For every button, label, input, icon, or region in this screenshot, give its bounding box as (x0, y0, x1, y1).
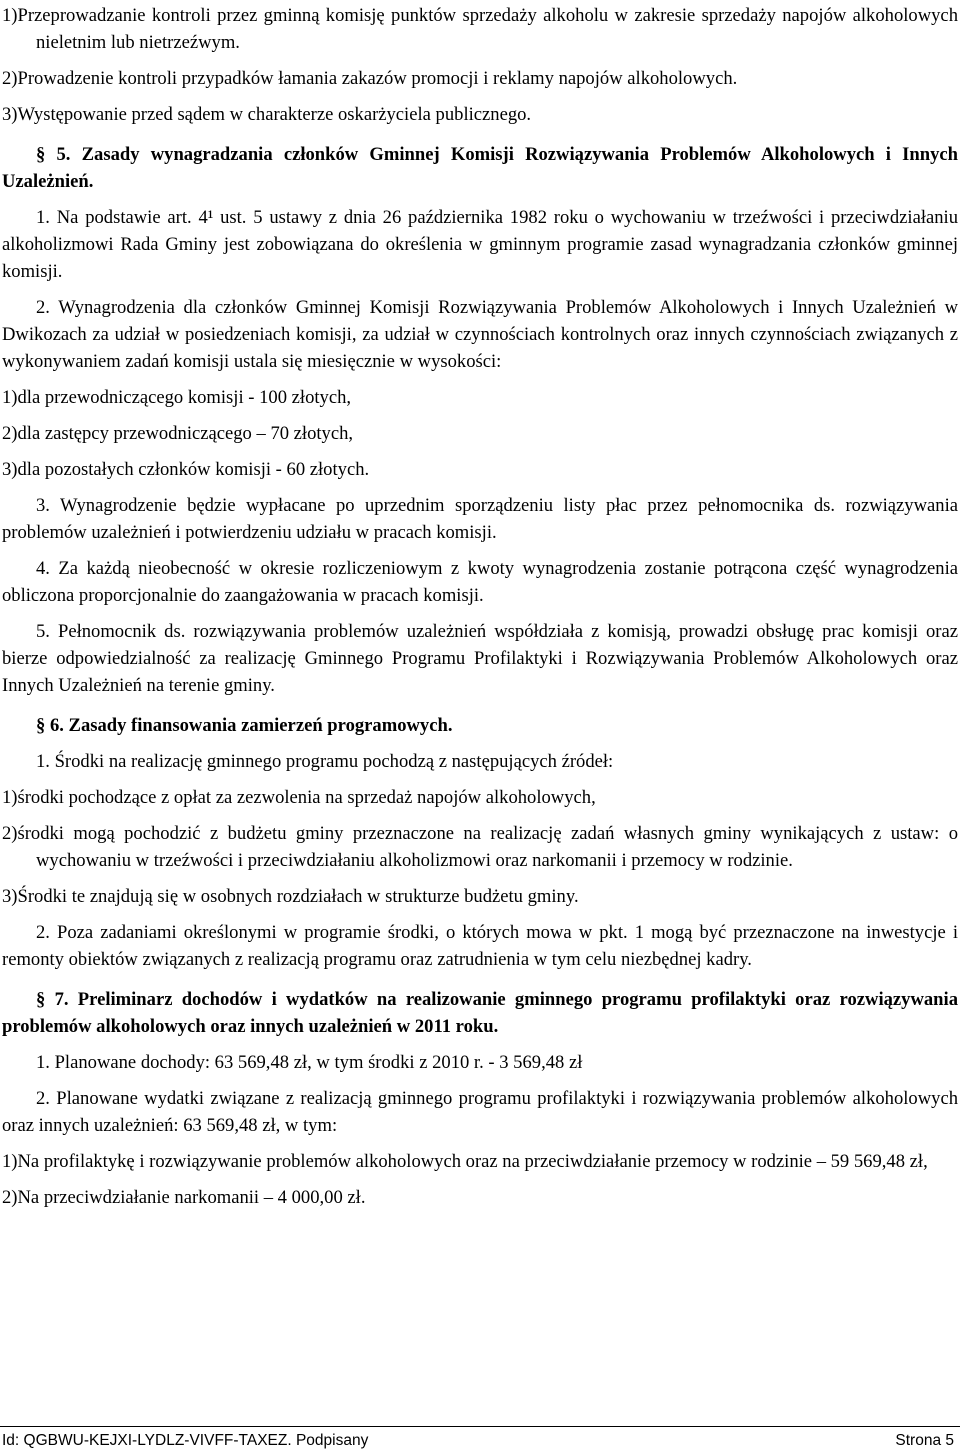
section-7-paragraph-1: 1. Planowane dochody: 63 569,48 zł, w tym środki z 2010 r. - 3 569,48 zł (36, 1052, 583, 1073)
footer-divider (0, 1426, 960, 1427)
section-5-paragraph-4: 4. Za każdą nieobecność w okresie rozliczeniowym z kwoty wynagrodzenia zostanie potrącona część wynagrodzenia obliczona proporcjonalnie do zaangażowania w pracach komisji. (2, 558, 958, 606)
list-item-1: 1)Przeprowadzanie kontroli przez gminną komisję punktów sprzedaży alkoholu w zakresie sprzedaży napojów alkoholowych nieletnim lub nietrzeźwym. (2, 5, 958, 53)
list-item-3: 3)Występowanie przed sądem w charakterze oskarżyciela publicznego. (2, 104, 532, 125)
rate-item-2: 2)dla zastępcy przewodniczącego – 70 złotych, (2, 423, 354, 444)
section-5-paragraph-2: 2. Wynagrodzenia dla członków Gminnej Komisji Rozwiązywania Problemów Alkoholowych i Innych Uzależnień w Dwikozach za udział w posiedzeniach komisji, za udział w czynnościach kontrolnych oraz innych czynnościach związanych z wykonywaniem zadań komisji ustala się miesięcznie w wysokości: (2, 297, 958, 372)
section-6-heading: § 6. Zasady finansowania zamierzeń programowych. (36, 715, 453, 736)
expense-item-1: 1)Na profilaktykę i rozwiązywanie problemów alkoholowych oraz na przeciwdziałanie przemocy w rodzinie – 59 569,48 zł, (2, 1151, 928, 1172)
expense-item-2: 2)Na przeciwdziałanie narkomanii – 4 000,00 zł. (2, 1187, 366, 1208)
document-body (2, 2, 958, 1211)
source-item-1: 1)środki pochodzące z opłat za zezwolenia na sprzedaż napojów alkoholowych, (2, 787, 596, 808)
section-7-paragraph-2: 2. Planowane wydatki związane z realizacją gminnego programu profilaktyki i rozwiązywania problemów alkoholowych oraz innych uzależnień: 63 569,48 zł, w tym: (2, 1088, 958, 1136)
section-5-paragraph-3: 3. Wynagrodzenie będzie wypłacane po uprzednim sporządzeniu listy płac przez pełnomocnika ds. rozwiązywania problemów uzależnień i potwierdzeniu udziału w pracach komisji. (2, 495, 958, 543)
section-5-paragraph-1: 1. Na podstawie art. 4¹ ust. 5 ustawy z dnia 26 października 1982 roku o wychowaniu w trzeźwości i przeciwdziałaniu alkoholizmowi Rada Gminy jest zobowiązana do określenia w gminnym programie zasad wynagradzania członków gminnej komisji. (2, 207, 958, 282)
section-5-heading: § 5. Zasady wynagradzania członków Gminnej Komisji Rozwiązywania Problemów Alkoholowych i Innych Uzależnień. (2, 144, 958, 192)
section-7-heading: § 7. Preliminarz dochodów i wydatków na realizowanie gminnego programu profilaktyki oraz rozwiązywania problemów alkoholowych oraz innych uzależnień w 2011 roku. (2, 989, 958, 1037)
document-id: Id: QGBWU-KEJXI-LYDLZ-VIVFF-TAXEZ. Podpisany (2, 1432, 369, 1449)
source-item-2: 2)środki mogą pochodzić z budżetu gminy przeznaczone na realizację zadań własnych gminy wynikających z ustaw: o wychowaniu w trzeźwości i przeciwdziałaniu alkoholizmowi oraz narkomanii i przemocy w rodzinie. (2, 823, 958, 871)
page-number: Strona 5 (895, 1432, 954, 1449)
rate-item-3: 3)dla pozostałych członków komisji - 60 złotych. (2, 459, 370, 480)
section-6-paragraph-2: 2. Poza zadaniami określonymi w programie środki, o których mowa w pkt. 1 mogą być przeznaczone na inwestycje i remonty obiektów związanych z realizacją programu oraz zatrudnienia w tym celu niezbędnej kadry. (2, 922, 958, 970)
section-5-paragraph-5: 5. Pełnomocnik ds. rozwiązywania problemów uzależnień współdziała z komisją, prowadzi obsługę prac komisji oraz bierze odpowiedzialność za realizację Gminnego Programu Profilaktyki i Rozwiązywania Problemów Alkoholowych oraz Innych Uzależnień na terenie gminy. (2, 621, 958, 696)
list-item-2: 2)Prowadzenie kontroli przypadków łamania zakazów promocji i reklamy napojów alkoholowych. (2, 68, 738, 89)
source-item-3: 3)Środki te znajdują się w osobnych rozdziałach w strukturze budżetu gminy. (2, 886, 579, 907)
page-footer (2, 1431, 954, 1451)
rate-item-1: 1)dla przewodniczącego komisji - 100 złotych, (2, 387, 352, 408)
section-6-paragraph-1: 1. Środki na realizację gminnego programu pochodzą z następujących źródeł: (36, 751, 614, 772)
